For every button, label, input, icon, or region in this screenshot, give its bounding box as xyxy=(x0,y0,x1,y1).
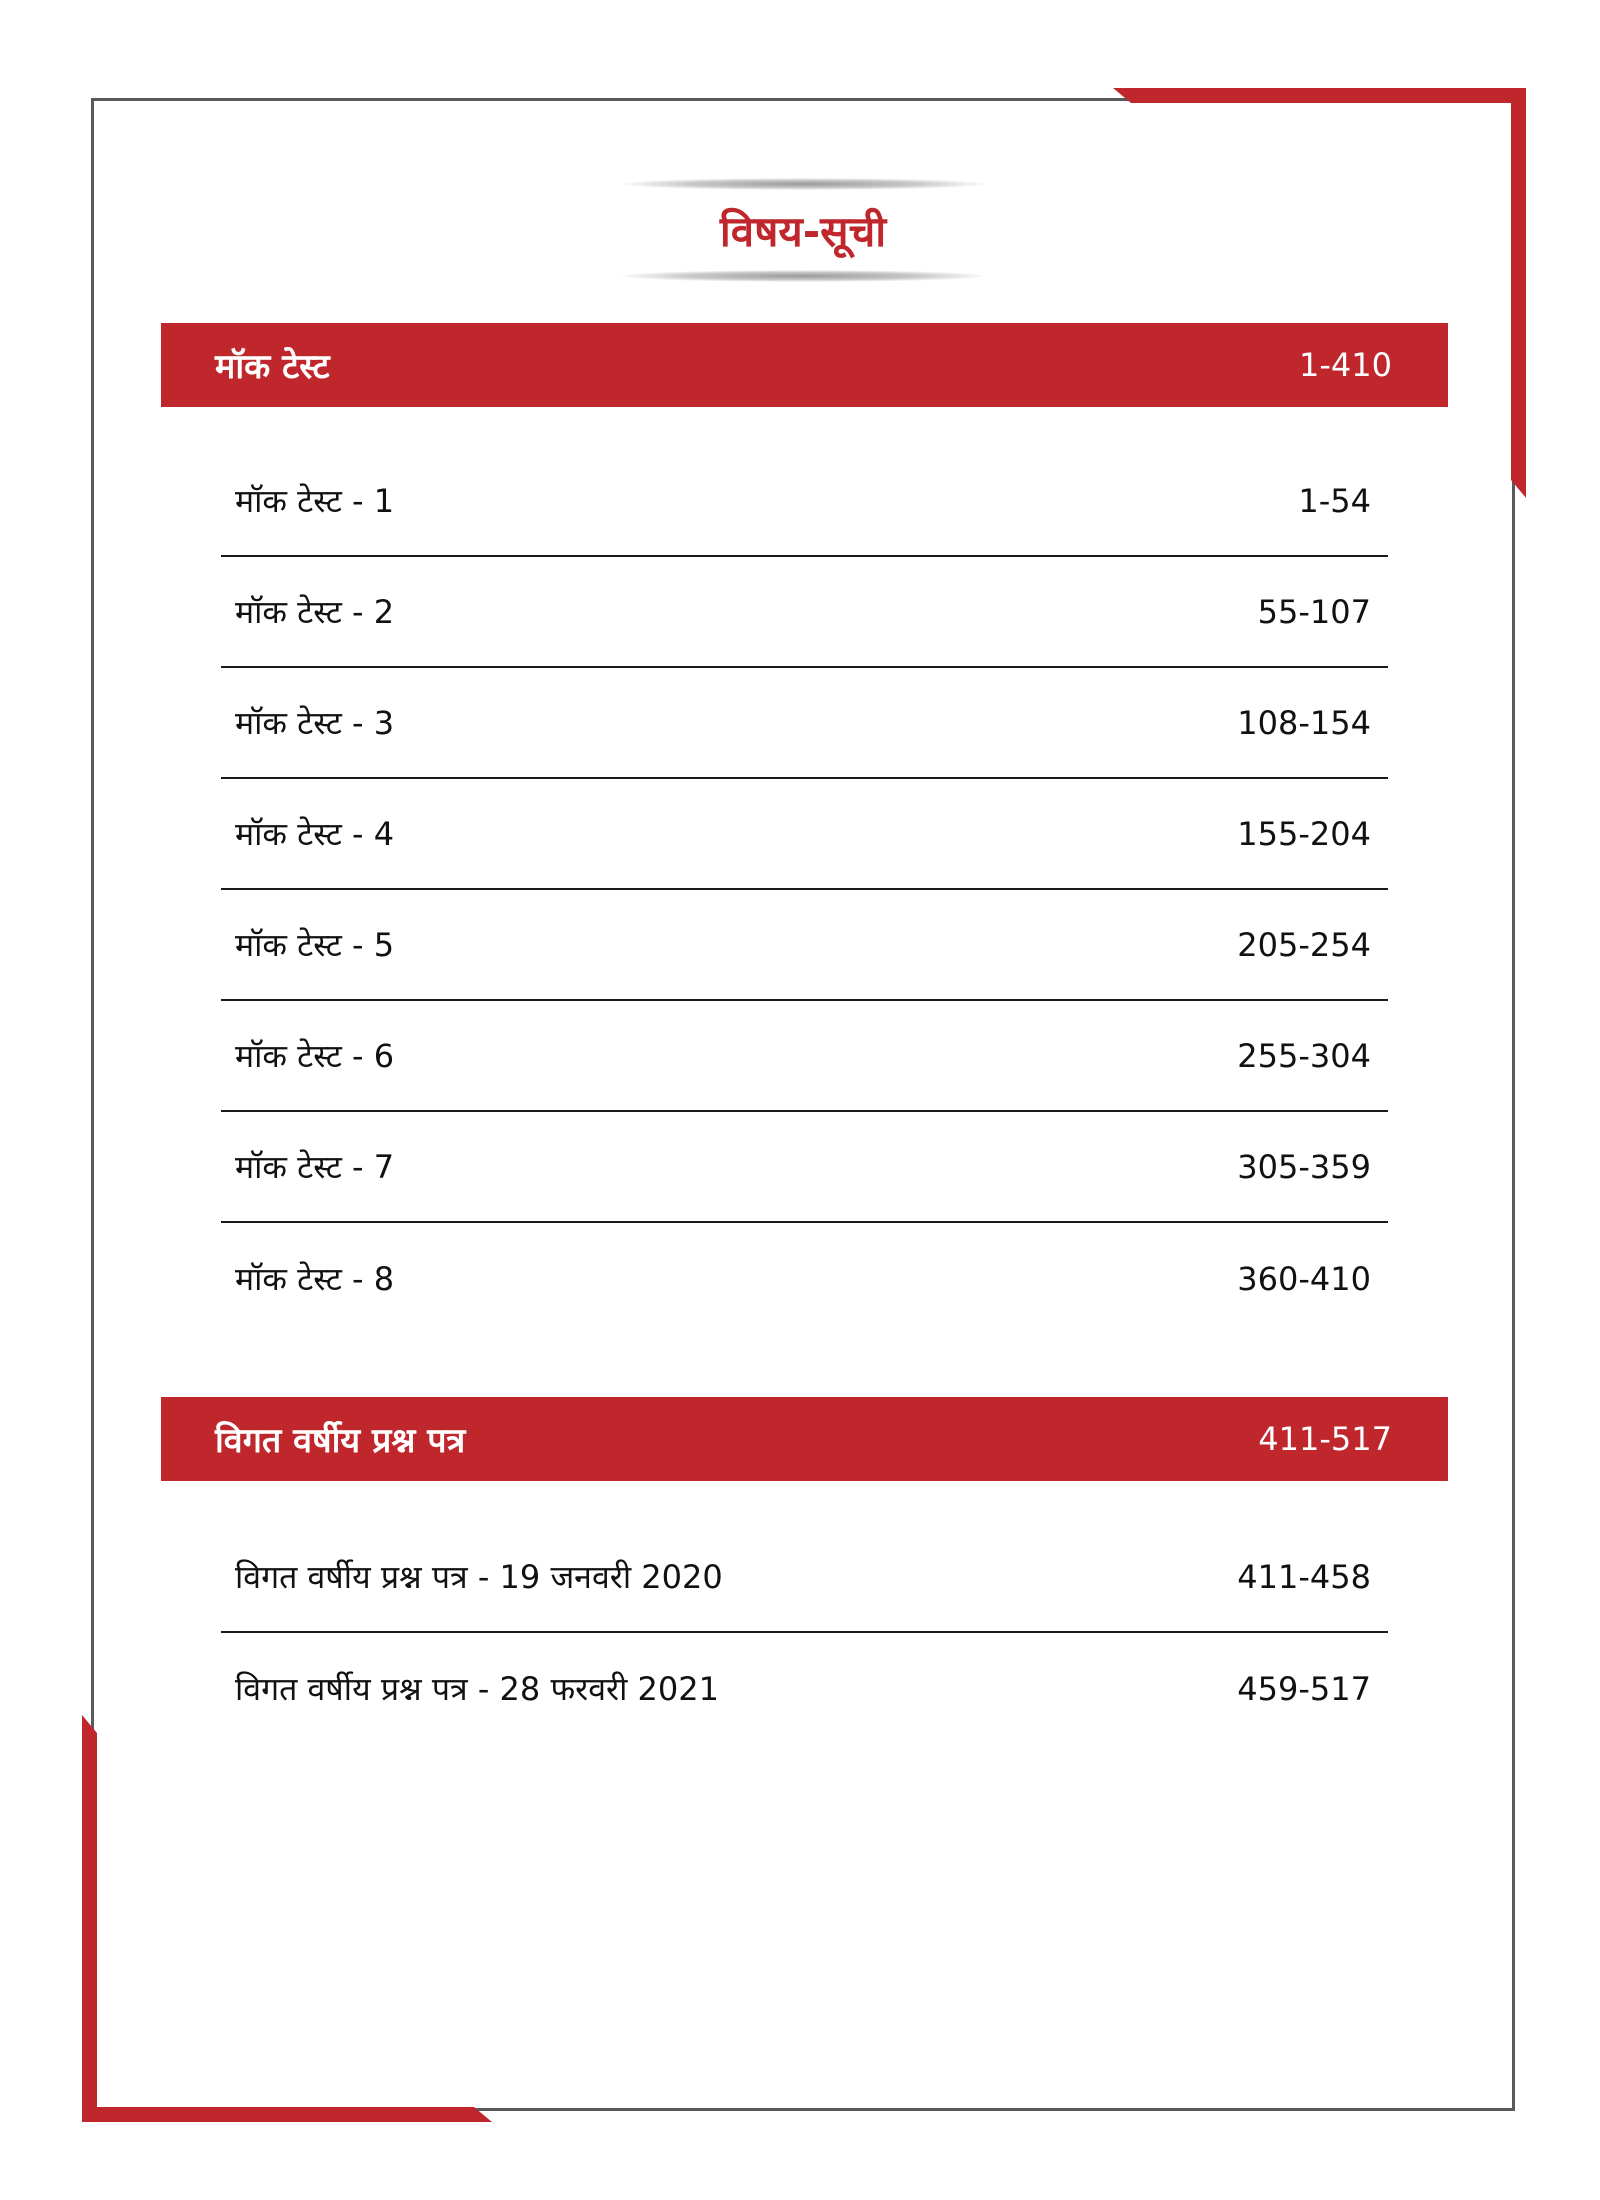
section-page-range: 1-410 xyxy=(1299,346,1392,384)
section-header-mock-tests[interactable] xyxy=(161,323,1448,407)
section-title: मॉक टेस्ट xyxy=(215,347,330,387)
section-page-range: 411-517 xyxy=(1258,1420,1392,1458)
toc-entry-label: मॉक टेस्ट - 4 xyxy=(235,815,395,853)
corner-accent-top-right-horizontal xyxy=(1113,88,1526,103)
corner-accent-bottom-left-horizontal xyxy=(82,2107,492,2122)
toc-entry-label: मॉक टेस्ट - 3 xyxy=(235,704,395,742)
toc-entry[interactable] xyxy=(221,1522,1388,1633)
section-header-previous-year-papers[interactable] xyxy=(161,1397,1448,1481)
toc-entry-pages: 255-304 xyxy=(1237,1036,1371,1075)
toc-entry-pages: 305-359 xyxy=(1237,1147,1371,1186)
toc-entry[interactable] xyxy=(221,1112,1388,1223)
title-decor-line-bottom xyxy=(620,270,986,282)
toc-entry-pages: 205-254 xyxy=(1237,925,1371,964)
corner-accent-bottom-left-vertical xyxy=(82,1715,97,2121)
toc-entry[interactable] xyxy=(221,1001,1388,1112)
title-decor-line-top xyxy=(620,178,986,190)
section-title: विगत वर्षीय प्रश्न पत्र xyxy=(215,1421,466,1461)
toc-entry-label: मॉक टेस्ट - 1 xyxy=(235,482,395,520)
toc-entry-label: विगत वर्षीय प्रश्न पत्र - 19 जनवरी 2020 xyxy=(235,1558,723,1596)
toc-entry-label: मॉक टेस्ट - 6 xyxy=(235,1037,395,1075)
toc-entry-label: मॉक टेस्ट - 7 xyxy=(235,1148,395,1186)
toc-entry[interactable] xyxy=(221,1633,1388,1744)
toc-entry-pages: 411-458 xyxy=(1237,1557,1371,1596)
toc-entry[interactable] xyxy=(221,446,1388,557)
toc-entry-label: मॉक टेस्ट - 5 xyxy=(235,926,395,964)
toc-list-previous-year-papers xyxy=(221,1522,1388,1744)
page-title: विषय-सूची xyxy=(719,207,887,256)
toc-entry-pages: 108-154 xyxy=(1237,703,1371,742)
toc-entry-label: मॉक टेस्ट - 8 xyxy=(235,1260,395,1298)
toc-entry-pages: 360-410 xyxy=(1237,1259,1371,1298)
toc-entry[interactable] xyxy=(221,779,1388,890)
toc-list-mock-tests xyxy=(221,446,1388,1334)
title-block xyxy=(620,178,986,288)
toc-entry[interactable] xyxy=(221,1223,1388,1334)
toc-entry-pages: 459-517 xyxy=(1237,1669,1371,1708)
toc-entry-label: विगत वर्षीय प्रश्न पत्र - 28 फरवरी 2021 xyxy=(235,1670,719,1708)
toc-entry[interactable] xyxy=(221,668,1388,779)
toc-entry[interactable] xyxy=(221,557,1388,668)
toc-entry-pages: 1-54 xyxy=(1298,481,1371,520)
toc-entry-label: मॉक टेस्ट - 2 xyxy=(235,593,395,631)
toc-entry-pages: 55-107 xyxy=(1257,592,1371,631)
toc-entry[interactable] xyxy=(221,890,1388,1001)
toc-entry-pages: 155-204 xyxy=(1237,814,1371,853)
corner-accent-top-right-vertical xyxy=(1511,88,1526,498)
